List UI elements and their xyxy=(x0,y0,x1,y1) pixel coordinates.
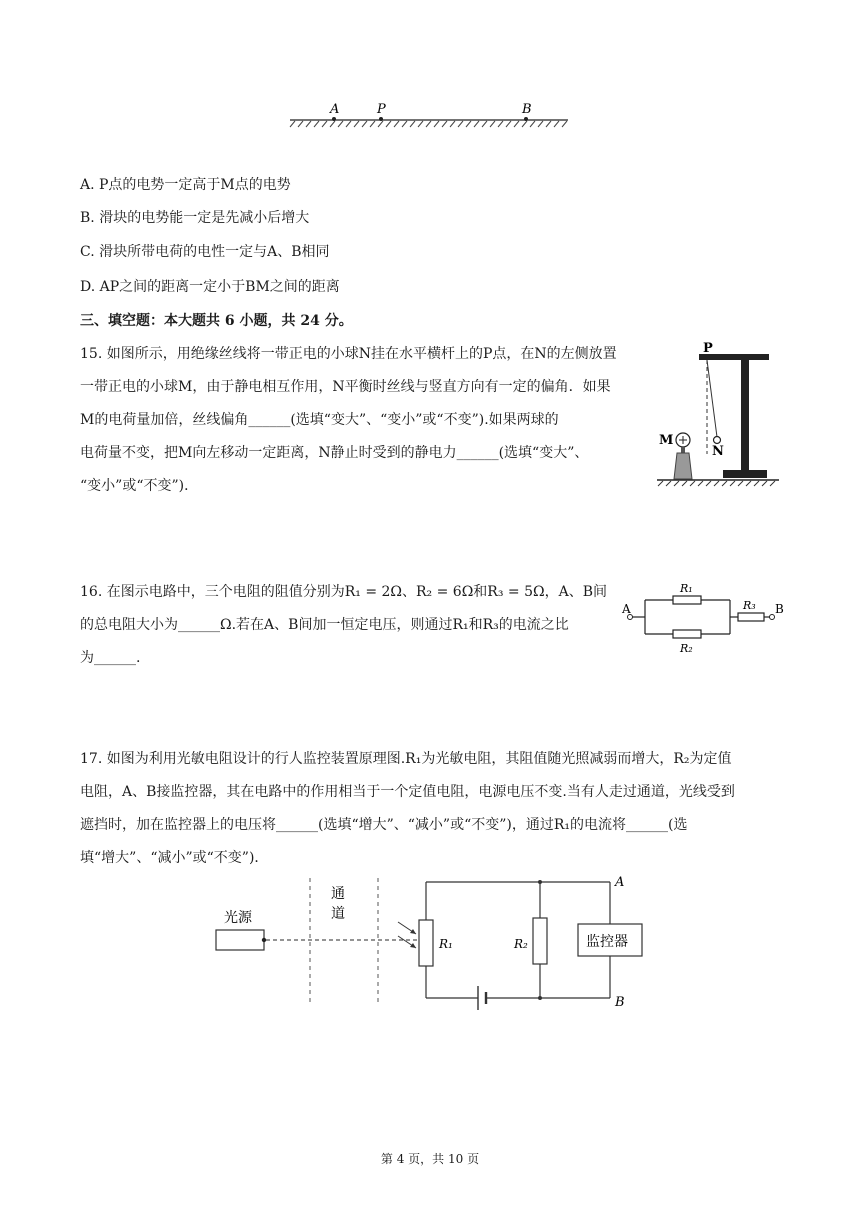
point-a xyxy=(332,117,336,121)
option-d: D. AP之间的距离一定小于BM之间的距离 xyxy=(80,279,340,295)
q15-line-2: 一带正电的小球M，由于静电相互作用，N平衡时丝线与竖直方向有一定的偏角．如果 xyxy=(80,379,611,395)
label-r2: R₂ xyxy=(514,937,528,951)
resistor-r1 xyxy=(419,920,433,966)
resistor-r2 xyxy=(673,630,701,638)
light-source-box xyxy=(216,930,264,950)
label-r1: R₁ xyxy=(680,582,693,595)
label-a: A xyxy=(622,602,631,616)
monitor-label: 监控器 xyxy=(586,934,628,950)
label-r1: R₁ xyxy=(439,937,453,951)
q16-line-1: 16. 在图示电路中，三个电阻的阻值分别为R₁ = 2Ω、R₂ = 6Ω和R₃ = 5Ω，A、B间 xyxy=(80,584,608,600)
question-15 xyxy=(80,338,617,503)
q15-line-4: 电荷量不变，把M向左移动一定距离，N静止时受到的静电力______(选填“变大”、 xyxy=(80,445,589,461)
q15-line-1: 15. 如图所示，用绝缘丝线将一带正电的小球N挂在水平横杆上的P点，在N的左侧放置 xyxy=(80,346,617,362)
figure-q15-pendulum xyxy=(655,342,785,487)
label-n: N xyxy=(712,444,724,459)
label-r2: R₂ xyxy=(680,642,693,655)
label-b: B xyxy=(522,102,532,117)
label-m: M xyxy=(659,433,674,448)
figure-q14-line xyxy=(285,96,575,132)
label-p: P xyxy=(703,342,713,356)
q16-line-3: 为______. xyxy=(80,650,141,666)
resistor-r3 xyxy=(738,613,764,621)
point-p xyxy=(379,117,383,121)
question-17 xyxy=(80,743,735,875)
q17-line-3: 遮挡时，加在监控器上的电压将______(选填“增大”、“减小”或“不变”)，通过R₁的电流将______(选 xyxy=(80,817,688,833)
page-footer: 第 4 页，共 10 页 xyxy=(380,1152,480,1166)
q17-line-4: 填“增大”、“减小”或“不变”)． xyxy=(80,850,269,866)
q17-line-1: 17. 如图为利用光敏电阻设计的行人监控装置原理图.R₁为光敏电阻，其阻值随光照减弱而增大，R₂为定值 xyxy=(80,751,732,767)
option-c: C. 滑块所带电荷的电性一定与A、B相同 xyxy=(80,244,330,260)
light-source-label: 光源 xyxy=(224,910,252,926)
channel-label-1: 通 xyxy=(331,886,345,902)
label-a: A xyxy=(330,102,340,117)
point-b xyxy=(524,117,528,121)
q15-line-3: M的电荷量加倍，丝线偏角______(选填“变大”、“变小”或“不变”).如果两球的 xyxy=(80,412,559,428)
q16-line-2: 的总电阻大小为______Ω.若在A、B间加一恒定电压，则通过R₁和R₃的电流之比 xyxy=(80,617,569,633)
option-b: B. 滑块的电势能一定是先减小后增大 xyxy=(80,210,310,226)
label-b: B xyxy=(775,602,784,616)
section-title: 三、填空题：本大题共 6 小题，共 24 分。 xyxy=(80,313,353,329)
label-r3: R₃ xyxy=(743,599,756,612)
channel-label-2: 道 xyxy=(331,906,345,922)
label-p: P xyxy=(377,102,386,117)
q17-line-2: 电阻，A、B接监控器，其在电路中的作用相当于一个定值电阻，电源电压不变.当有人走过通道，光线受到 xyxy=(80,784,735,800)
label-a: A xyxy=(615,875,625,890)
ball-n xyxy=(714,437,721,444)
figure-q16-circuit xyxy=(620,578,790,658)
resistor-r2 xyxy=(533,918,547,964)
figure-q17-monitor-circuit xyxy=(210,872,650,1022)
question-16 xyxy=(80,576,607,675)
q15-line-5: “变小”或“不变”)． xyxy=(80,478,199,494)
option-a: A. P点的电势一定高于M点的电势 xyxy=(80,177,291,193)
label-b: B xyxy=(615,995,625,1010)
resistor-r1 xyxy=(673,596,701,604)
